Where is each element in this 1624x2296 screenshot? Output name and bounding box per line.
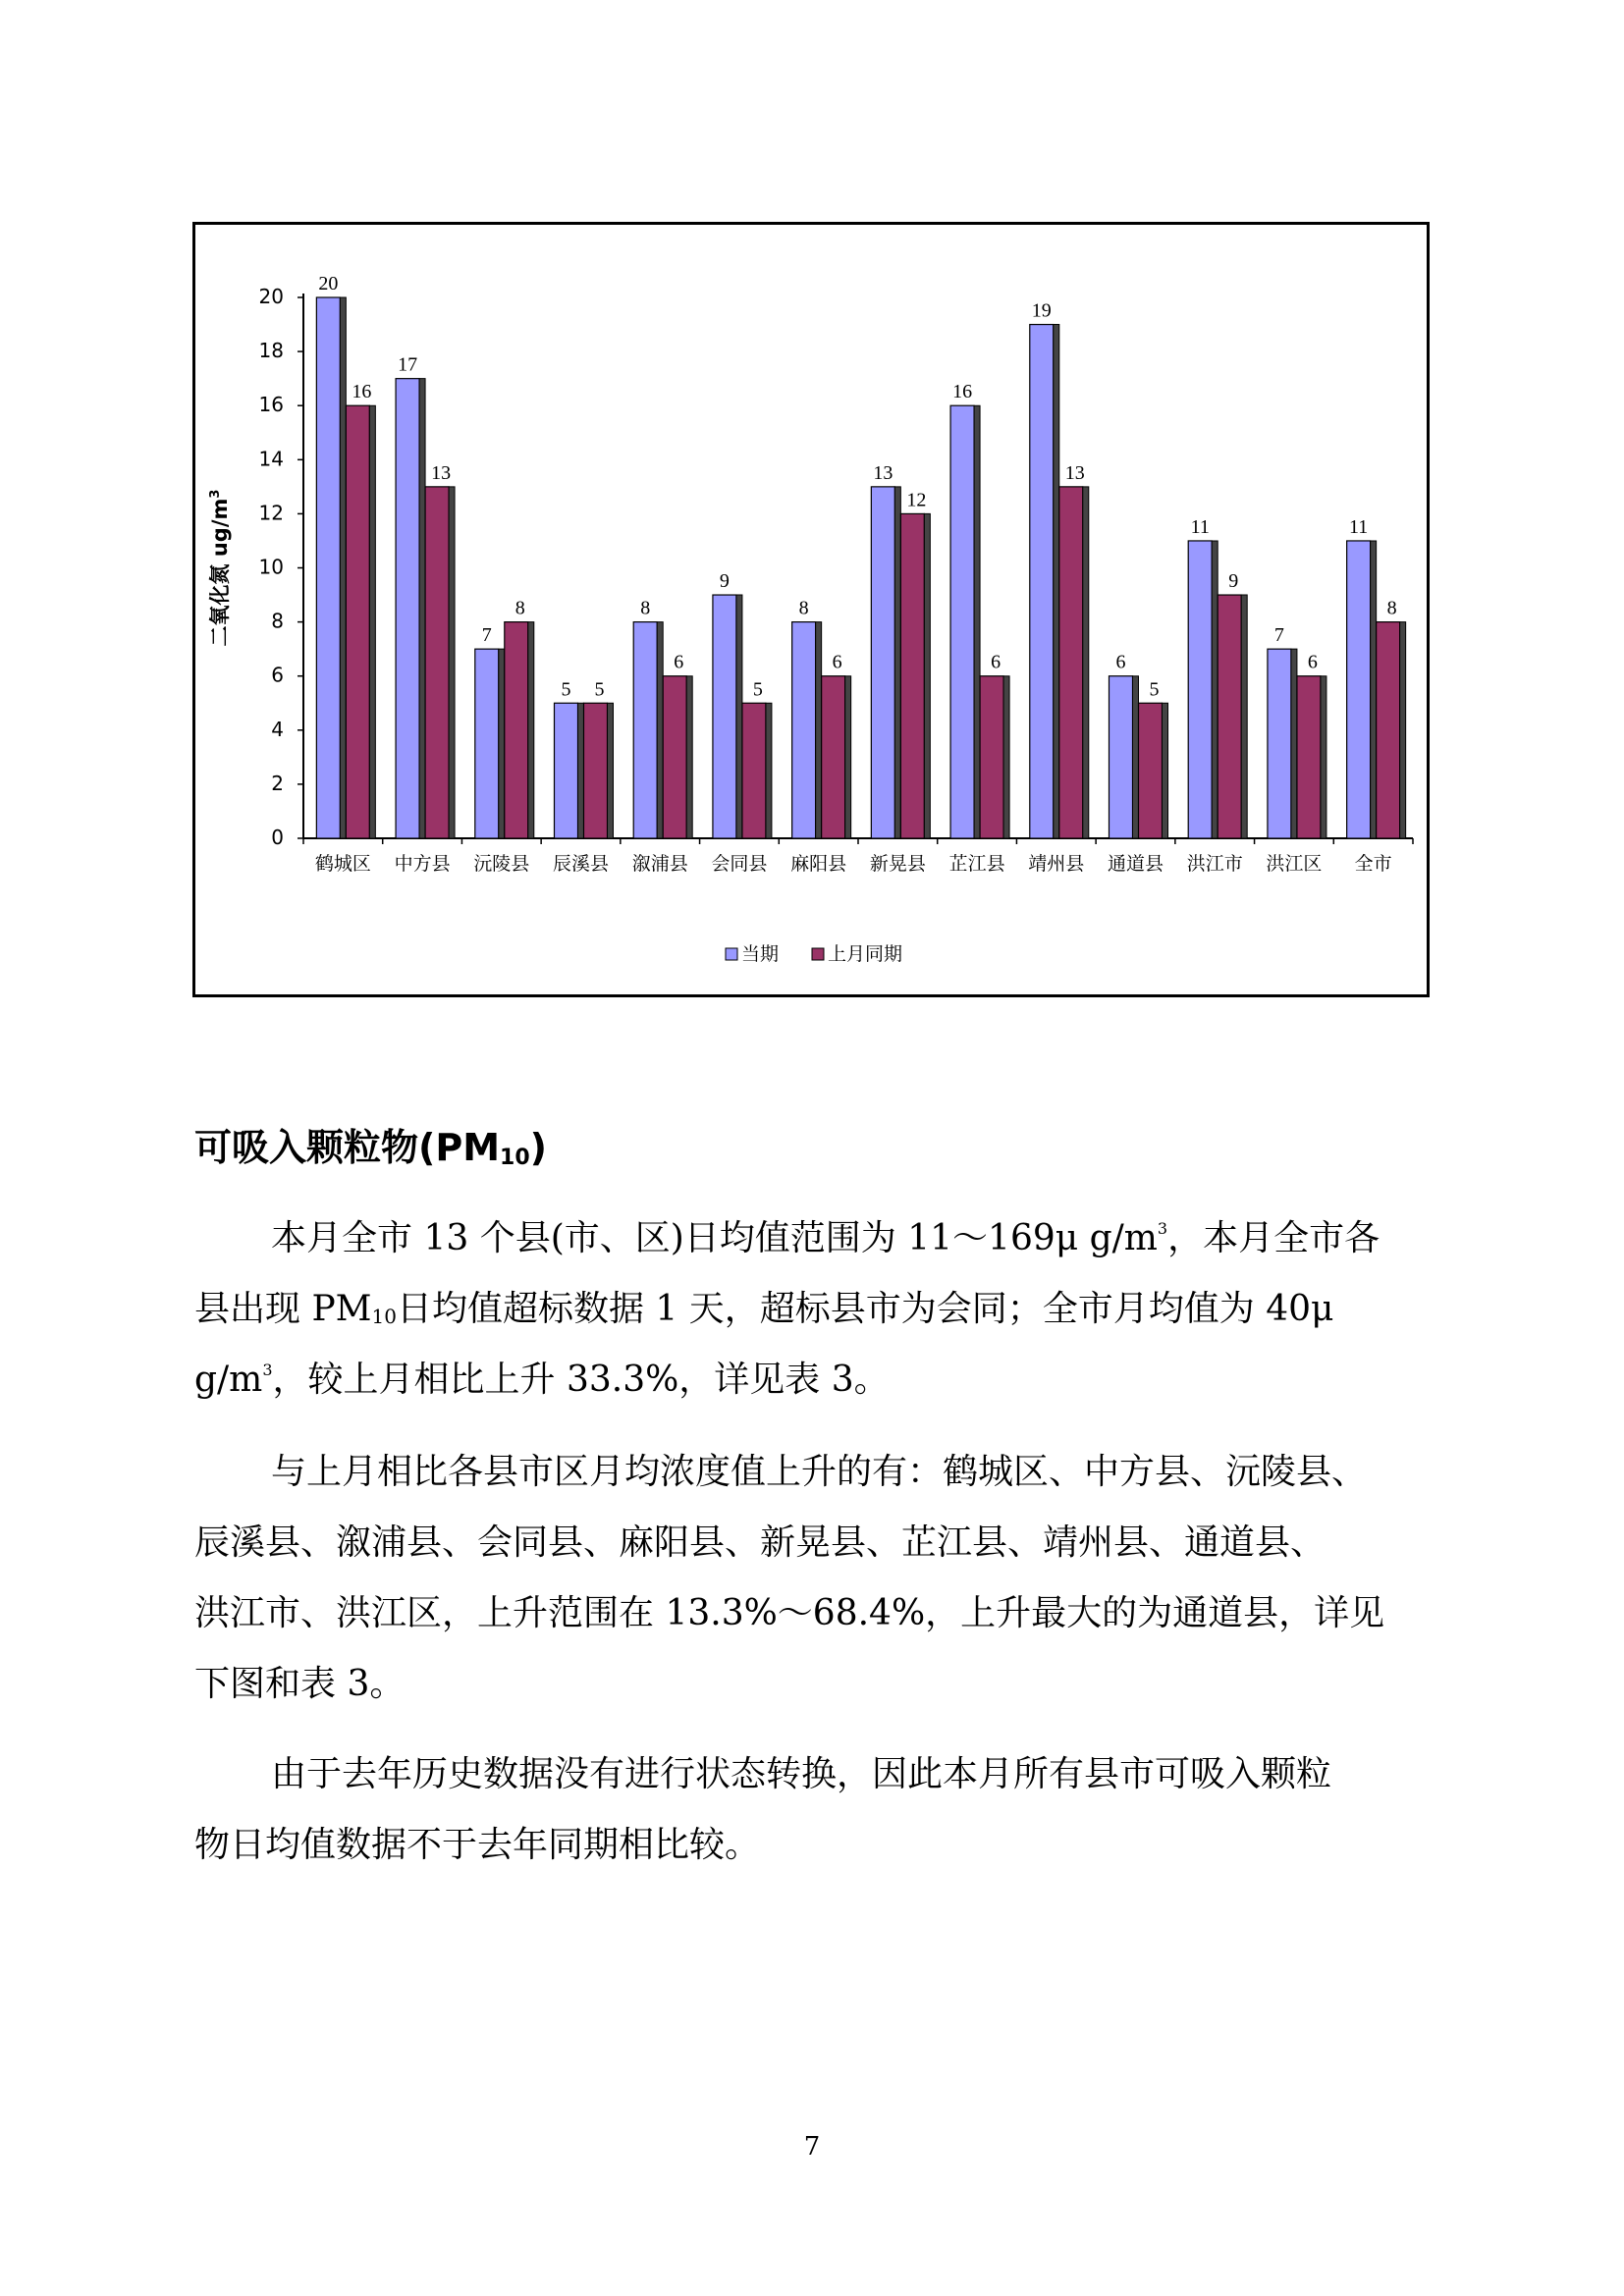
bar-last-month-side — [449, 487, 455, 838]
bar-current — [1110, 676, 1133, 838]
legend-label-last-month: 上月同期 — [828, 943, 903, 965]
paragraph-line — [194, 1274, 1500, 1345]
bar-last-month-side — [1321, 676, 1326, 838]
bar-current-side — [419, 379, 425, 838]
y-tick-label: 8 — [271, 609, 284, 633]
x-category-label: 辰溪县 — [552, 853, 610, 875]
x-category-label: 中方县 — [394, 853, 451, 875]
x-category-label: 会同县 — [711, 853, 768, 875]
bar-current-side — [974, 405, 980, 838]
bar-last-month — [900, 513, 924, 838]
bar-last-month — [1059, 487, 1083, 838]
y-tick-label: 16 — [258, 393, 284, 417]
y-axis-title — [208, 490, 232, 647]
data-label-current: 7 — [481, 624, 492, 647]
x-category-label: 溆浦县 — [631, 853, 688, 875]
data-label-last-month: 6 — [991, 651, 1001, 673]
bar-last-month — [346, 405, 369, 838]
legend-swatch-current — [726, 948, 737, 960]
bar-last-month-side — [1163, 703, 1168, 838]
section-heading-end: ) — [529, 1126, 548, 1169]
data-label-current: 7 — [1273, 624, 1284, 647]
data-label-last-month: 5 — [752, 678, 763, 701]
bar-current — [1188, 541, 1212, 838]
bar-last-month-side — [686, 676, 692, 838]
bar-last-month — [584, 703, 608, 838]
paragraph-pm10-summary — [194, 1203, 1500, 1415]
y-tick-label: 6 — [271, 663, 284, 687]
y-tick-label: 0 — [271, 826, 284, 849]
text-run: 县出现 PM — [194, 1289, 372, 1329]
bar-current — [316, 297, 340, 838]
bar-current-side — [657, 622, 663, 838]
data-label-current: 8 — [798, 597, 809, 619]
bar-current — [713, 595, 736, 838]
data-label-current: 8 — [640, 597, 651, 619]
superscript: 3 — [262, 1361, 273, 1379]
bar-last-month — [425, 487, 449, 838]
data-label-last-month: 13 — [431, 461, 452, 484]
paragraph-line: 洪江市、洪江区，上升范围在 13.3%～68.4%，上升最大的为通道县，详见 — [194, 1593, 1385, 1633]
bar-last-month — [742, 703, 766, 838]
bar-last-month — [1297, 676, 1321, 838]
text-run: ，本月全市各 — [1167, 1218, 1380, 1258]
x-category-label: 麻阳县 — [790, 853, 847, 875]
paragraph-line: 下图和表 3。 — [194, 1664, 406, 1704]
y-tick-label: 10 — [258, 555, 284, 579]
bar-last-month-side — [1003, 676, 1009, 838]
paragraph-line — [194, 1203, 1500, 1274]
bar-current — [950, 405, 974, 838]
bar-current-side — [1291, 649, 1297, 838]
section-heading-text: 可吸入颗粒物(PM — [194, 1126, 501, 1169]
paragraph-line: 物日均值数据不于去年同期相比较。 — [194, 1825, 761, 1865]
y-axis-title-superscript: 3 — [208, 489, 223, 499]
legend-label-current: 当期 — [741, 943, 780, 965]
section-heading-subscript: 10 — [500, 1146, 530, 1170]
bar-current — [555, 703, 578, 838]
bar-current-side — [736, 595, 742, 838]
bar-current-side — [340, 297, 346, 838]
y-tick-label: 4 — [271, 717, 284, 741]
x-category-label: 鹤城区 — [314, 853, 371, 875]
bar-current — [633, 622, 657, 838]
paragraph-line: 由于去年历史数据没有进行状态转换，因此本月所有县市可吸入颗粒 — [271, 1754, 1332, 1794]
bar-last-month-side — [1241, 595, 1247, 838]
x-category-label: 全市 — [1354, 853, 1392, 875]
data-label-last-month: 5 — [1149, 678, 1160, 701]
bar-current-side — [578, 703, 584, 838]
y-tick-label: 2 — [271, 771, 284, 795]
bar-current-side — [1054, 325, 1059, 838]
bar-current — [1268, 649, 1291, 838]
x-category-label: 通道县 — [1107, 853, 1164, 875]
bar-current — [871, 487, 894, 838]
data-label-current: 19 — [1031, 299, 1052, 322]
x-category-label: 靖州县 — [1028, 853, 1085, 875]
data-label-current: 20 — [318, 273, 339, 294]
data-label-current: 6 — [1115, 651, 1126, 673]
paragraph-line: 辰溪县、溆浦县、会同县、麻阳县、新晃县、芷江县、靖州县、通道县、 — [194, 1522, 1326, 1563]
data-label-last-month: 9 — [1228, 570, 1239, 593]
y-tick-label: 20 — [258, 285, 284, 308]
bar-last-month — [1377, 622, 1400, 838]
bar-current-side — [1371, 541, 1377, 838]
data-label-last-month: 6 — [832, 651, 842, 673]
bar-last-month-side — [1400, 622, 1406, 838]
bar-last-month — [822, 676, 845, 838]
y-axis-title-text: 二氧化氮 ug/m — [208, 498, 232, 647]
paragraph-rising-counties — [194, 1437, 1500, 1720]
data-label-current: 11 — [1190, 515, 1210, 538]
data-label-current: 17 — [398, 353, 418, 376]
bar-last-month-side — [608, 703, 614, 838]
data-label-last-month: 16 — [352, 381, 372, 403]
bar-current — [1347, 541, 1371, 838]
legend-swatch-last-month — [812, 948, 824, 960]
x-category-label: 芷江县 — [948, 853, 1005, 875]
y-tick-label: 18 — [258, 339, 284, 363]
data-label-current: 5 — [561, 678, 571, 701]
bar-last-month-side — [1083, 487, 1089, 838]
data-label-last-month: 8 — [1386, 597, 1397, 619]
chart-frame — [192, 222, 1430, 997]
data-label-last-month: 12 — [906, 489, 927, 511]
page-number: 7 — [803, 2132, 821, 2162]
text-run: ，较上月相比上升 33.3%，详见表 3。 — [272, 1360, 890, 1400]
bar-last-month — [663, 676, 686, 838]
x-category-label: 洪江区 — [1266, 853, 1323, 875]
bar-last-month-side — [845, 676, 851, 838]
data-label-last-month: 5 — [594, 678, 605, 701]
bar-current-side — [1133, 676, 1139, 838]
subscript: 10 — [371, 1305, 397, 1328]
y-tick-label: 14 — [258, 447, 284, 471]
data-label-last-month: 13 — [1064, 461, 1085, 484]
data-label-last-month: 6 — [674, 651, 684, 673]
x-category-label: 新晃县 — [869, 853, 926, 875]
data-label-current: 16 — [952, 381, 973, 403]
bar-current-side — [499, 649, 505, 838]
paragraph-line — [194, 1345, 1500, 1415]
bar-current — [792, 622, 816, 838]
data-label-last-month: 8 — [514, 597, 525, 619]
data-label-last-month: 6 — [1307, 651, 1318, 673]
text-run: 本月全市 13 个县(市、区)日均值范围为 11～169μ g/m — [271, 1218, 1158, 1258]
bar-last-month-side — [369, 405, 375, 838]
bar-current-side — [1212, 541, 1218, 838]
y-tick-label: 12 — [258, 501, 284, 525]
bar-current — [396, 379, 419, 838]
bar-last-month — [505, 622, 528, 838]
bar-current — [475, 649, 499, 838]
section-heading-pm10 — [194, 1117, 547, 1171]
bar-last-month-side — [924, 513, 930, 838]
x-category-label: 洪江市 — [1186, 853, 1243, 875]
bar-last-month-side — [528, 622, 534, 838]
bar-last-month — [980, 676, 1003, 838]
bar-current-side — [894, 487, 900, 838]
bar-current-side — [816, 622, 822, 838]
x-category-label: 沅陵县 — [473, 853, 530, 875]
bar-current — [1030, 325, 1054, 838]
text-run: g/m — [194, 1360, 263, 1400]
bar-last-month — [1139, 703, 1163, 838]
no2-bar-chart — [195, 225, 1427, 994]
paragraph-history-note — [194, 1739, 1500, 1881]
bar-last-month — [1218, 595, 1241, 838]
data-label-current: 13 — [873, 461, 893, 484]
paragraph-line: 与上月相比各县市区月均浓度值上升的有：鹤城区、中方县、沅陵县、 — [271, 1452, 1368, 1492]
data-label-current: 11 — [1349, 515, 1369, 538]
data-label-current: 9 — [719, 570, 730, 593]
text-run: 日均值超标数据 1 天，超标县市为会同；全市月均值为 40μ — [396, 1289, 1334, 1329]
superscript: 3 — [1157, 1219, 1168, 1238]
bar-last-month-side — [766, 703, 772, 838]
